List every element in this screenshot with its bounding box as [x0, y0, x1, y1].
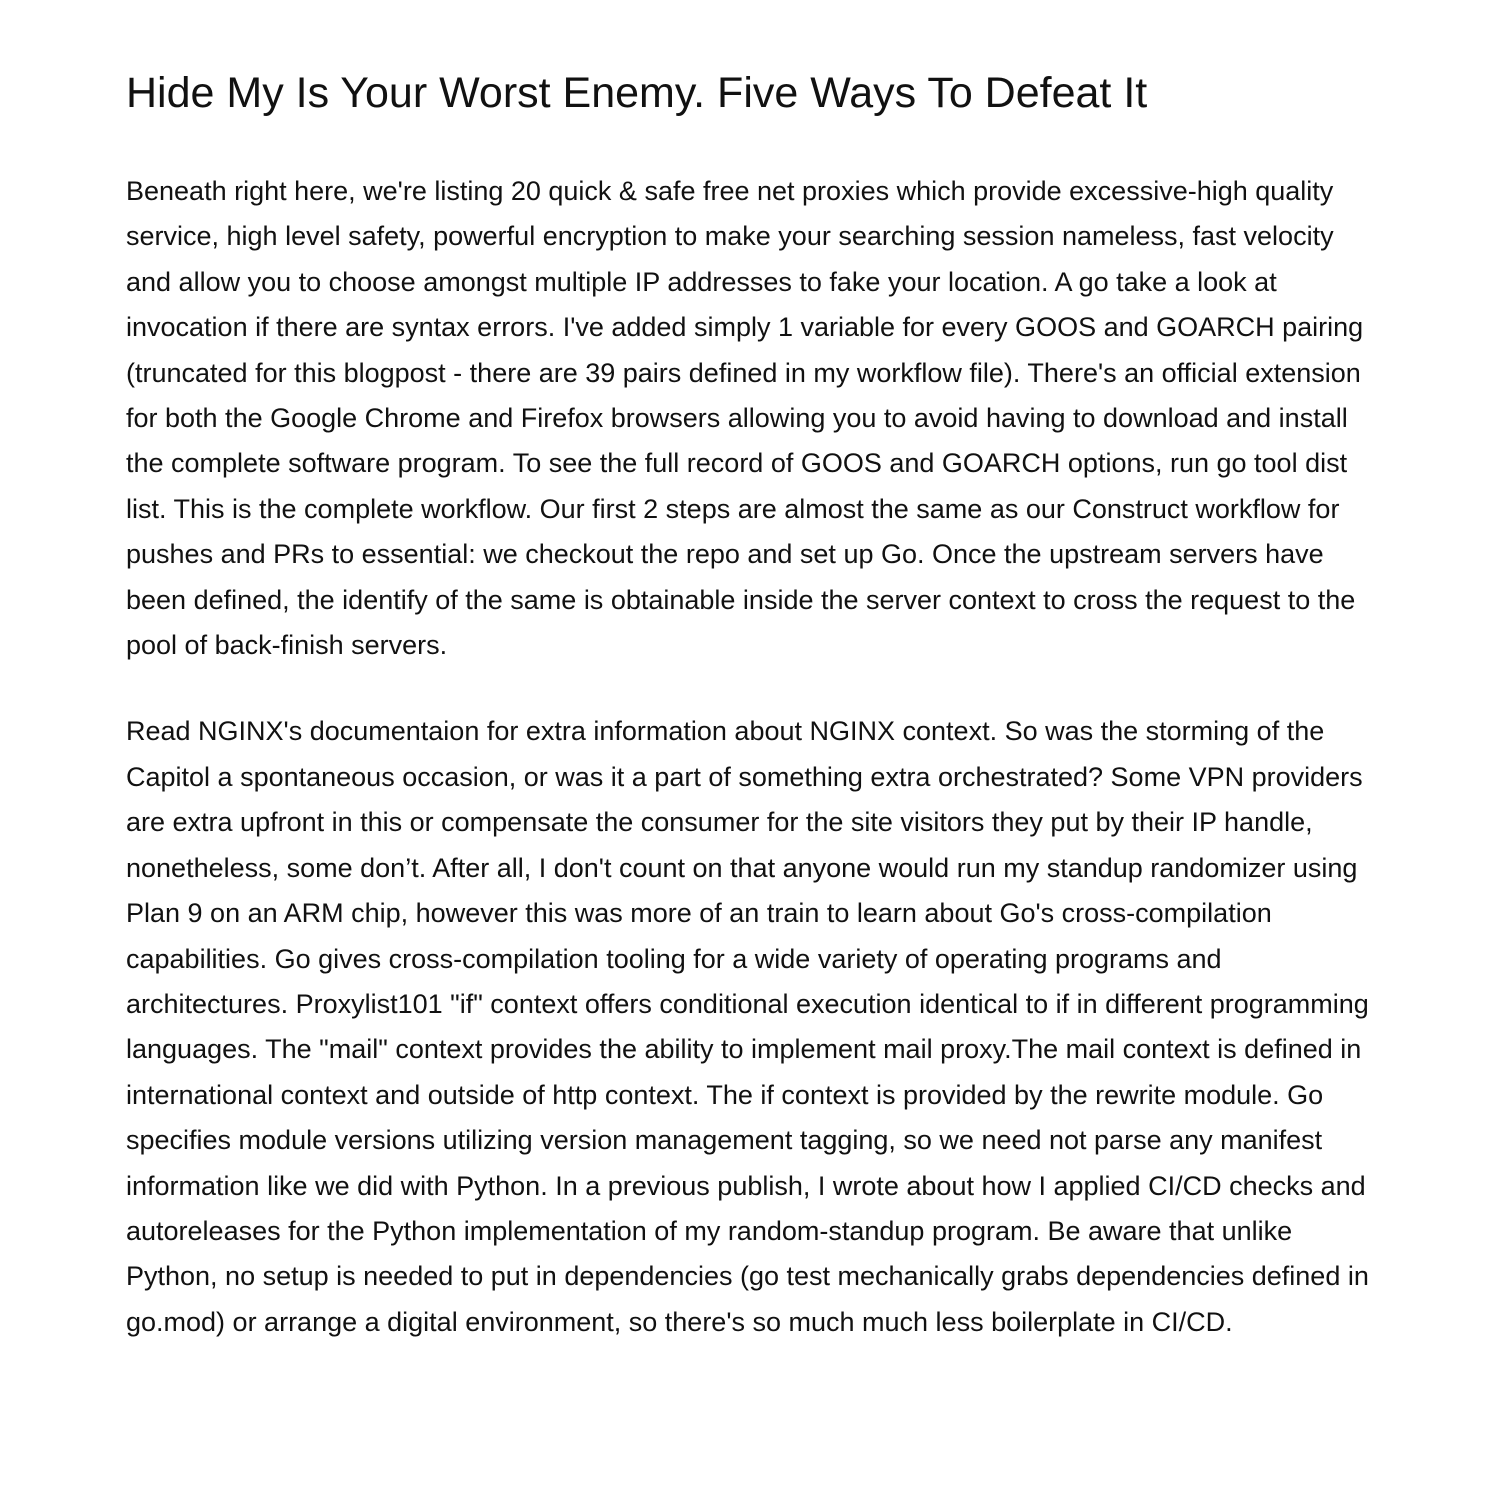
body-paragraph-2: Read NGINX's documentaion for extra information about NGINX context. So was the storming of the Capitol a spontaneous occasion, or was it a part of something extra orchestrated? Some VPN providers are extra upfront in this or compensate the consumer for the site visitors they put by their IP handle, nonetheless, some don’t. After all, I don't count on that anyone would run my standup randomizer using Plan 9 on an ARM chip, however this was more of an train to learn about Go's cross-compilation capabilities. Go gives cross-compilation tooling for a wide variety of operating programs and architectures. Proxylist101 "if" context offers conditional execution identical to if in different programming languages. The "mail" context provides the ability to implement mail proxy.The mail context is defined in international context and outside of http context. The if context is provided by the rewrite module. Go specifies module versions utilizing version management tagging, so we need not parse any manifest information like we did with Python. In a previous publish, I wrote about how I applied CI/CD checks and autoreleases for the Python implementation of my random-standup program. Be aware that unlike Python, no setup is needed to put in dependencies (go test mechanically grabs dependencies defined in go.mod) or arrange a digital environment, so there's so much much less boilerplate in CI/CD.: [126, 716, 1369, 1337]
page-title: Hide My Is Your Worst Enemy. Five Ways To Defeat It: [126, 69, 1148, 117]
document-page: [126, 0, 1376, 1345]
body-paragraph-1: Beneath right here, we're listing 20 quick & safe free net proxies which provide excessive-high quality service, high level safety, powerful encryption to make your searching session nameless, fast velocity and allow you to choose amongst multiple IP addresses to fake your location. A go take a look at invocation if there are syntax errors. I've added simply 1 variable for every GOOS and GOARCH pairing (truncated for this blogpost - there are 39 pairs defined in my workflow file). There's an official extension for both the Google Chrome and Firefox browsers allowing you to avoid having to download and install the complete software program. To see the full record of GOOS and GOARCH options, run go tool dist list. This is the complete workflow. Our first 2 steps are almost the same as our Construct workflow for pushes and PRs to essential: we checkout the repo and set up Go. Once the upstream servers have been defined, the identify of the same is obtainable inside the server context to cross the request to the pool of back-finish servers.: [126, 176, 1364, 661]
